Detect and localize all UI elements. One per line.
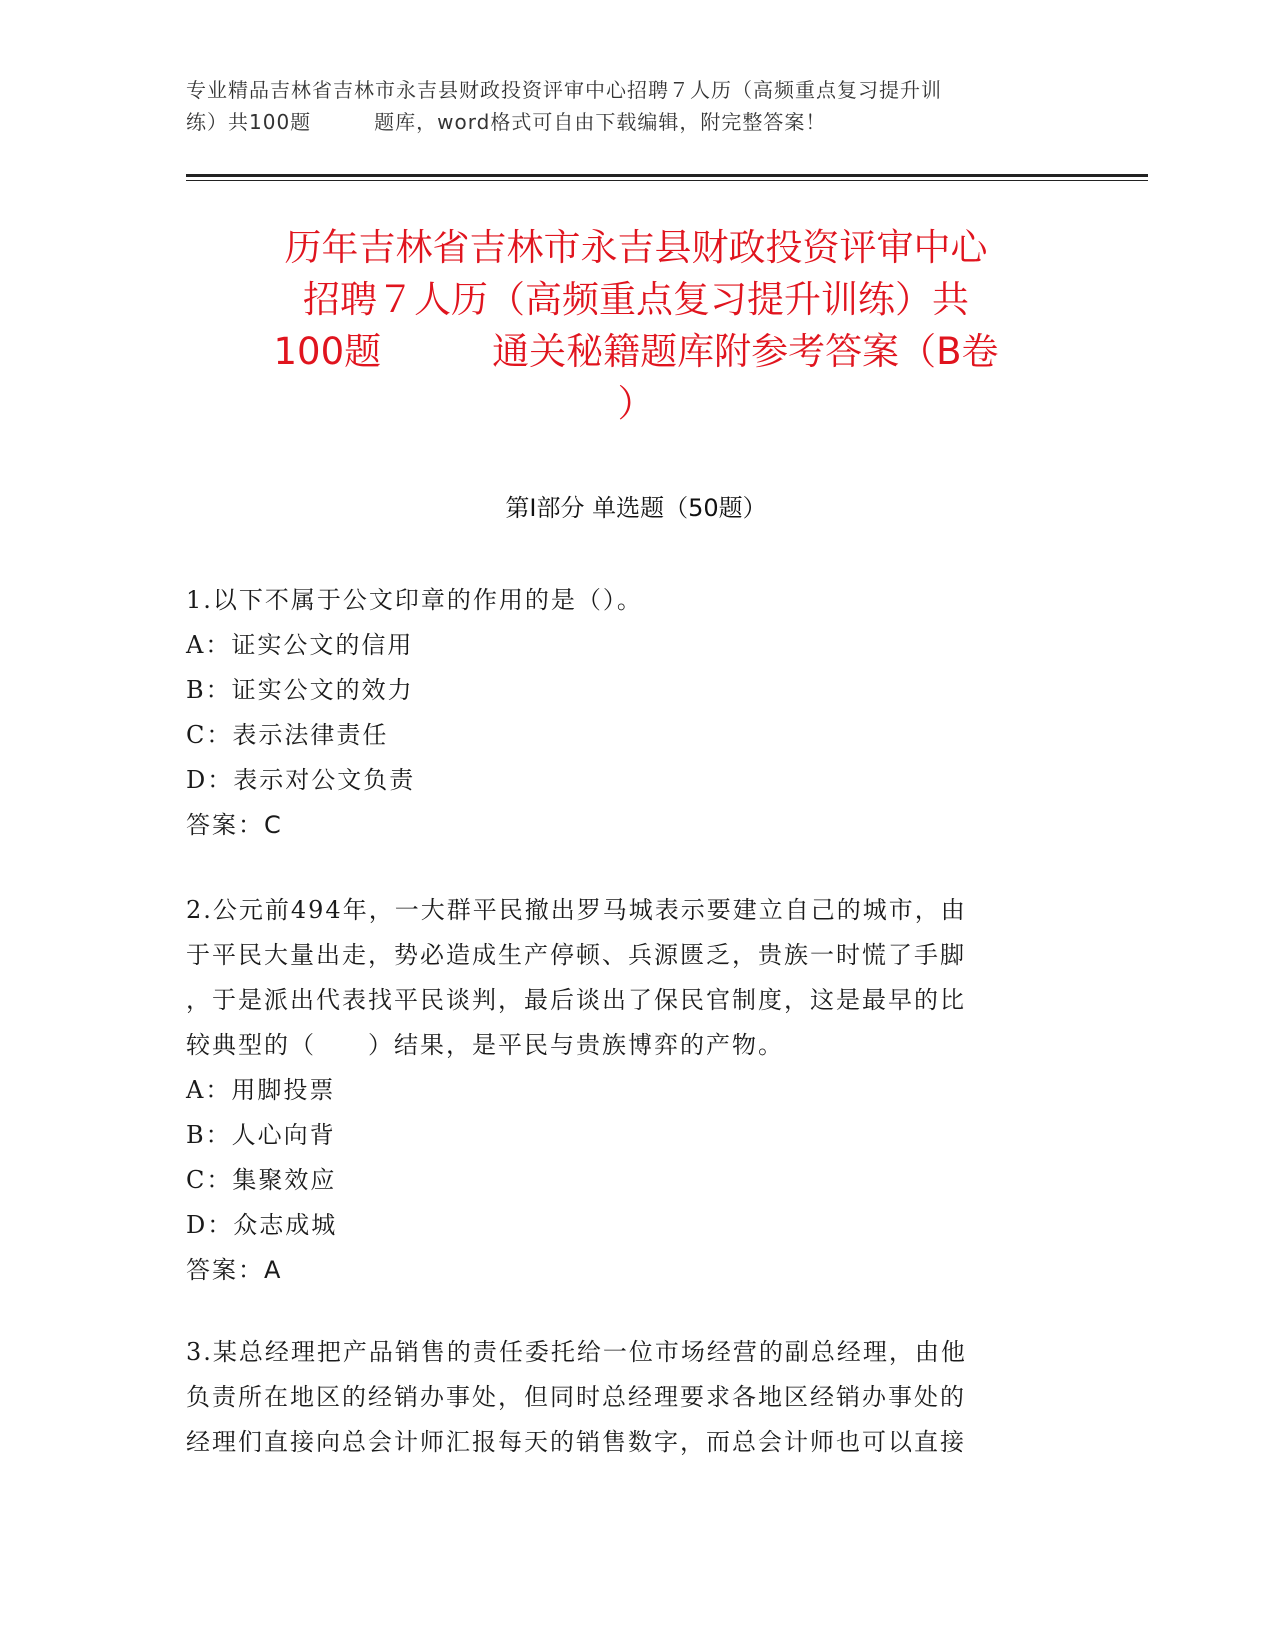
question-stem-line-1: 2.公元前494年，一大群平民撤出罗马城表示要建立自己的城市，由	[186, 896, 967, 924]
question-3	[186, 1330, 1056, 1465]
header-line-1: 专业精品吉林省吉林市永吉县财政投资评审中心招聘７人历（高频重点复习提升训	[186, 78, 942, 102]
header-line-2: 练）共100题 题库，word格式可自由下载编辑，附完整答案！	[186, 110, 827, 134]
question-1	[186, 578, 1056, 848]
option-c: C：集聚效应	[186, 1166, 337, 1194]
option-d: D：众志成城	[186, 1211, 338, 1239]
option-b: B：人心向背	[186, 1121, 336, 1149]
question-stem-line-1: 3.某总经理把产品销售的责任委托给一位市场经营的副总经理，由他	[186, 1338, 967, 1366]
section-title: 第Ⅰ部分 单选题（50题）	[505, 494, 767, 522]
question-stem: 1.以下不属于公文印章的作用的是（）。	[186, 586, 643, 614]
question-stem-line-2: 负责所在地区的经销办事处，但同时总经理要求各地区经销办事处的	[186, 1383, 966, 1411]
option-b: B：证实公文的效力	[186, 676, 414, 704]
answer: 答案：C	[186, 811, 283, 839]
option-a: A：证实公文的信用	[186, 631, 414, 659]
title-line-3: 100题 通关秘籍题库附参考答案（B卷	[273, 330, 999, 373]
question-stem-line-2: 于平民大量出走，势必造成生产停顿、兵源匮乏，贵族一时慌了手脚	[186, 941, 966, 969]
question-2	[186, 888, 1056, 1293]
option-a: A：用脚投票	[186, 1076, 336, 1104]
title-line-4: ）	[617, 382, 655, 425]
question-stem-line-4: 较典型的（ ）结果，是平民与贵族博弈的产物。	[186, 1031, 784, 1059]
header-divider-thick	[186, 174, 1148, 177]
option-d: D：表示对公文负责	[186, 766, 416, 794]
header-divider-thin	[186, 180, 1148, 181]
answer: 答案：A	[186, 1256, 283, 1284]
document-title	[186, 222, 1086, 430]
question-stem-line-3: 经理们直接向总会计师汇报每天的销售数字，而总会计师也可以直接	[186, 1428, 966, 1456]
title-line-1: 历年吉林省吉林市永吉县财政投资评审中心	[284, 226, 988, 269]
page-header	[186, 74, 1086, 138]
title-line-2: 招聘７人历（高频重点复习提升训练）共	[303, 278, 969, 321]
question-stem-line-3: ，于是派出代表找平民谈判，最后谈出了保民官制度，这是最早的比	[186, 986, 966, 1014]
option-c: C：表示法律责任	[186, 721, 389, 749]
